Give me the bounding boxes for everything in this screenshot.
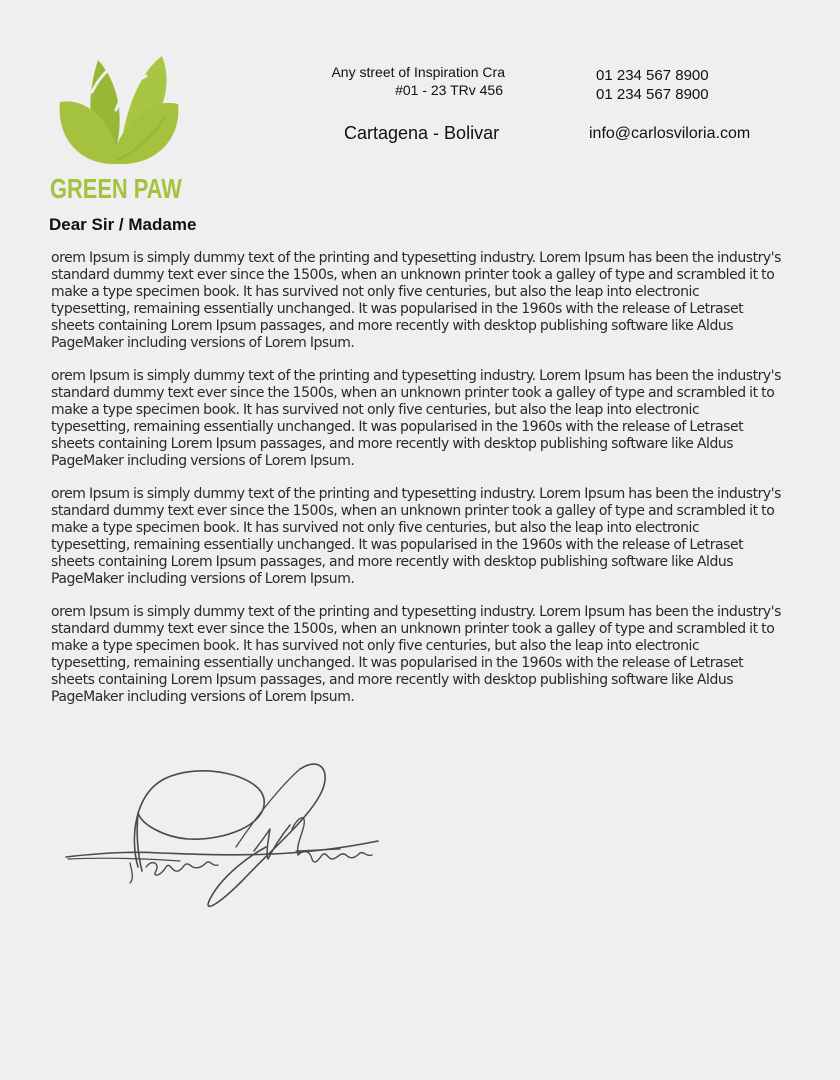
body-paragraph: orem Ipsum is simply dummy text of the printing and typesetting industry. Lorem Ipsum has been the industry's standard dummy text ever since the 1500s, when an unknown printer took a galley of type and scrambled it to make a type specimen book. It has survived not only five centuries, but also the leap into electronic typesetting, remaining essentially unchanged. It was popularised in the 1960s with the release of Letraset sheets containing Lorem Ipsum passages, and more recently with desktop publishing software like Aldus PageMaker including versions of Lorem Ipsum. <box>51 486 782 587</box>
salutation: Dear Sir / Madame <box>49 215 197 234</box>
address-number: #01 - 23 TRv 456 <box>395 82 503 98</box>
phone-number: 01 234 567 8900 <box>596 67 709 84</box>
body-paragraph: orem Ipsum is simply dummy text of the printing and typesetting industry. Lorem Ipsum has been the industry's standard dummy text ever since the 1500s, when an unknown printer took a galley of type and scrambled it to make a type specimen book. It has survived not only five centuries, but also the leap into electronic typesetting, remaining essentially unchanged. It was popularised in the 1960s with the release of Letraset sheets containing Lorem Ipsum passages, and more recently with desktop publishing software like Aldus PageMaker including versions of Lorem Ipsum. <box>51 250 782 351</box>
body-paragraph: orem Ipsum is simply dummy text of the printing and typesetting industry. Lorem Ipsum has been the industry's standard dummy text ever since the 1500s, when an unknown printer took a galley of type and scrambled it to make a type specimen book. It has survived not only five centuries, but also the leap into electronic typesetting, remaining essentially unchanged. It was popularised in the 1960s with the release of Letraset sheets containing Lorem Ipsum passages, and more recently with desktop publishing software like Aldus PageMaker including versions of Lorem Ipsum. <box>51 604 782 705</box>
address-city: Cartagena - Bolivar <box>344 123 500 143</box>
email-address: info@carlosviloria.com <box>589 125 751 142</box>
leaf-logo-icon <box>56 52 182 168</box>
letter-body <box>51 250 781 722</box>
phone-number: 01 234 567 8900 <box>596 86 709 103</box>
handwritten-signature-icon <box>60 755 385 920</box>
body-paragraph: orem Ipsum is simply dummy text of the printing and typesetting industry. Lorem Ipsum has been the industry's standard dummy text ever since the 1500s, when an unknown printer took a galley of type and scrambled it to make a type specimen book. It has survived not only five centuries, but also the leap into electronic typesetting, remaining essentially unchanged. It was popularised in the 1960s with the release of Letraset sheets containing Lorem Ipsum passages, and more recently with desktop publishing software like Aldus PageMaker including versions of Lorem Ipsum. <box>51 368 782 469</box>
brand-name: GREEN PAW <box>50 173 182 204</box>
address-street: Any street of Inspiration Cra <box>331 64 505 80</box>
